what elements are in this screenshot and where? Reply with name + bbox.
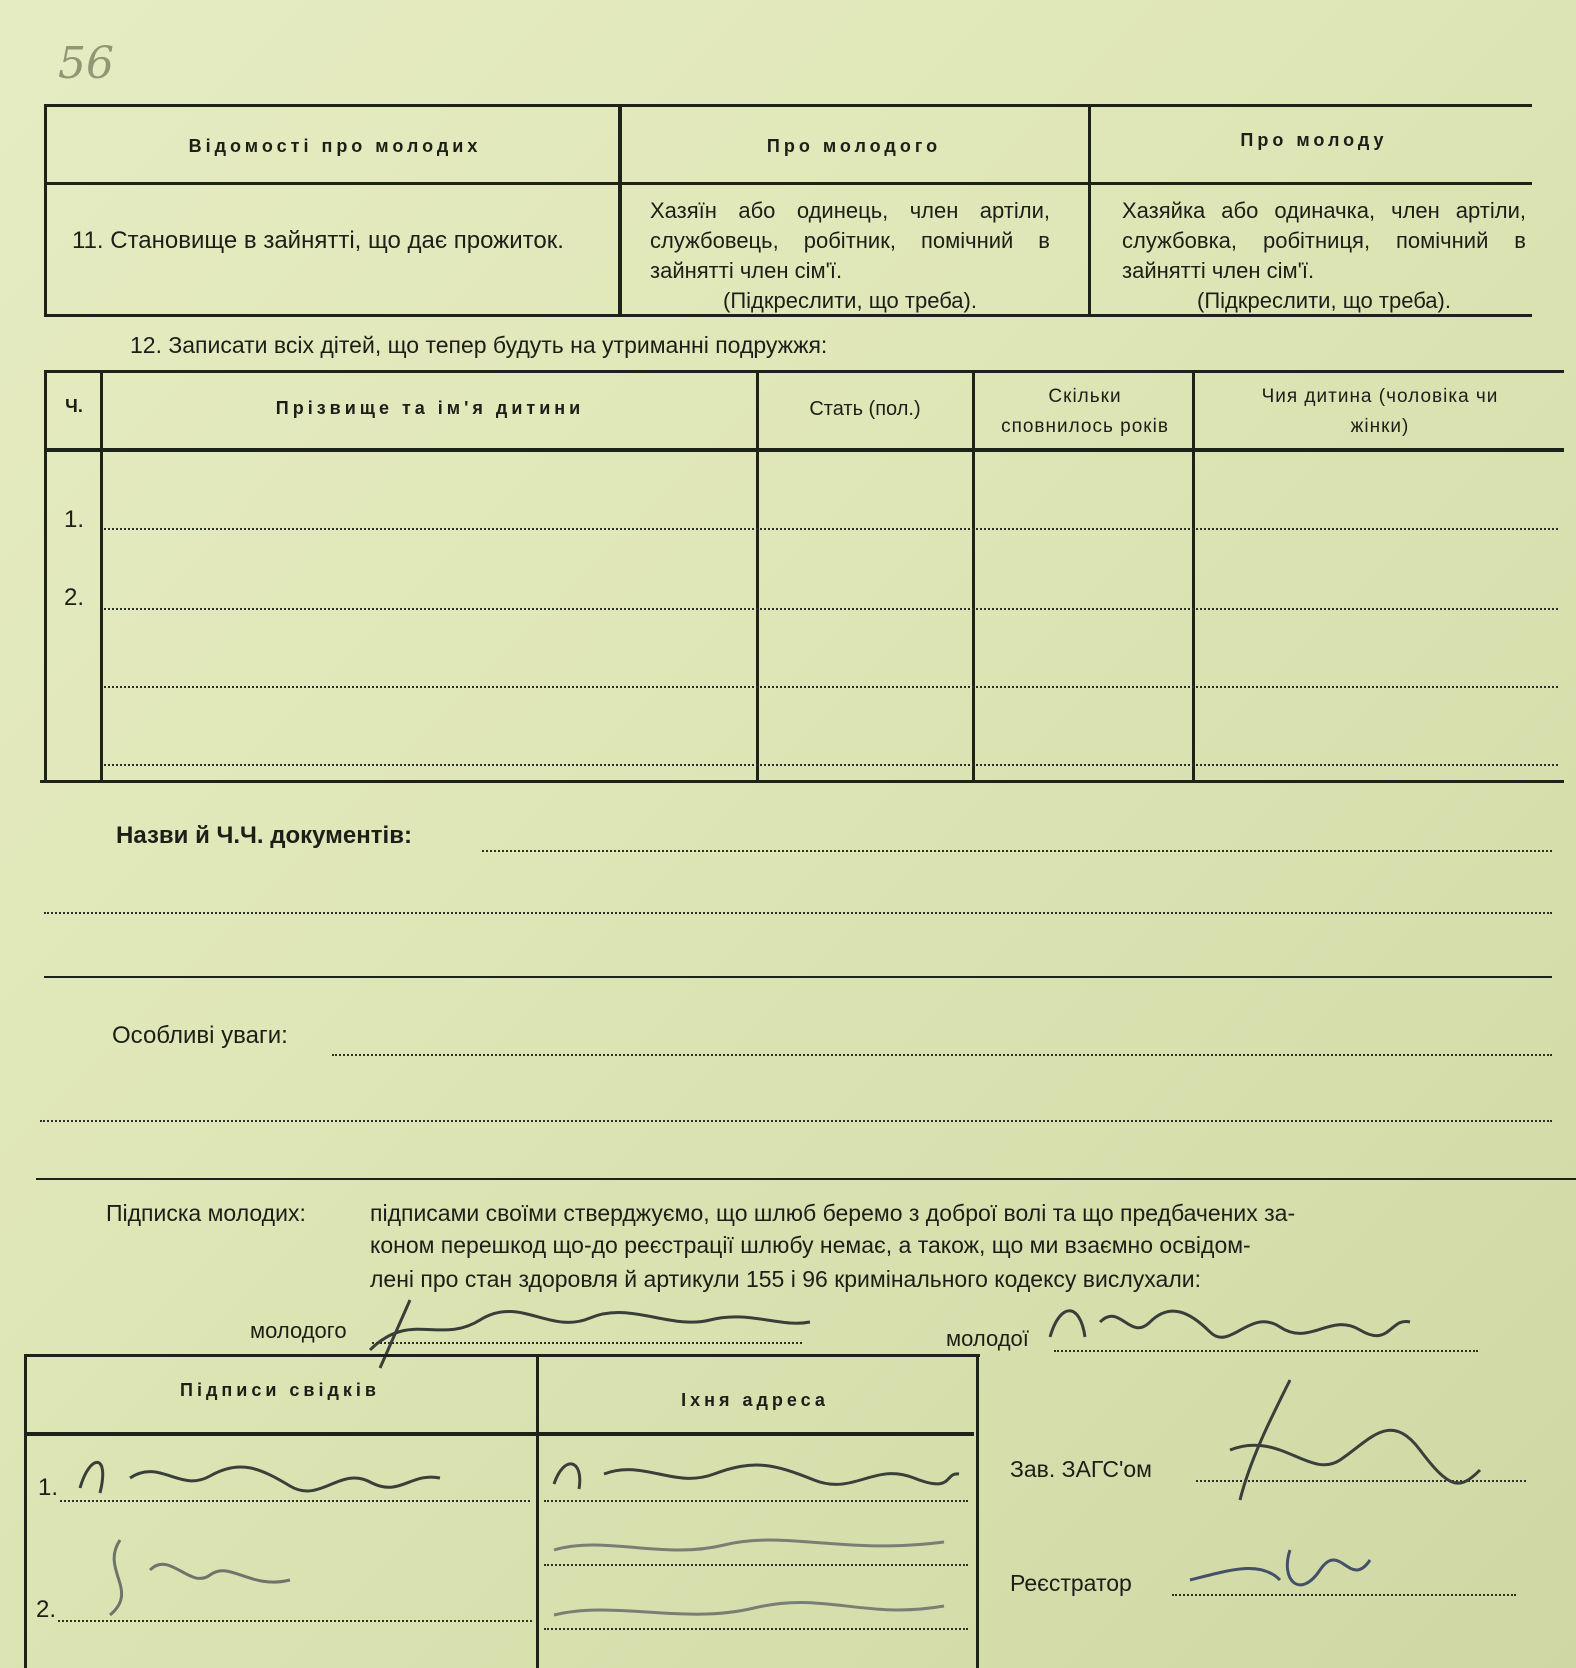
col-age-header: Скільки сповнилось років xyxy=(1001,386,1169,437)
header-info: Відомості про молодих xyxy=(188,136,482,156)
page-number-mark: 56 xyxy=(58,38,114,89)
witness-address-header: Іхня адреса xyxy=(681,1390,829,1410)
registrar-label: Реєстратор xyxy=(1010,1570,1132,1596)
witness-row-1-number: 1. xyxy=(38,1474,59,1501)
witness-2-signature xyxy=(60,1530,320,1620)
pledge-text-1: підписами своїми стверджуємо, що шлюб беремо з доброї волі та що предбачених за- xyxy=(370,1200,1296,1226)
witness-2-address xyxy=(544,1520,964,1640)
groom-signature xyxy=(350,1290,830,1370)
row-11-bride: Хазяйка або одиначка, член артіли, службовка, робітниця, помічний в зайнятті член сім'ї. xyxy=(1122,198,1526,283)
col-name-header: Прізвище та ім'я дитини xyxy=(275,398,585,418)
col-number-header: Ч. xyxy=(65,396,83,416)
children-title: 12. Записати всіх дітей, що тепер будуть на утриманні подружжя: xyxy=(130,332,828,358)
witness-1-address xyxy=(544,1444,964,1504)
col-whose-header: Чия дитина (чоловіка чи жінки) xyxy=(1261,386,1499,437)
registrar-signature xyxy=(1180,1530,1380,1620)
row-11-groom: Хазяїн або одинець, член артіли, службовець, робітник, помічний в зайнятті член сім'ї. xyxy=(650,198,1050,283)
witness-1-signature xyxy=(70,1448,450,1508)
pledge-text-2: коном перешкод що-до реєстрації шлюбу немає, а також, що ми взаємно освідом- xyxy=(370,1232,1251,1258)
row-11-bride-note: (Підкреслити, що треба). xyxy=(1197,288,1451,313)
zags-head-label: Зав. ЗАГС'ом xyxy=(1010,1456,1152,1482)
remarks-line-2[interactable] xyxy=(40,1120,1552,1122)
col-sex-header: Стать (пол.) xyxy=(809,398,921,420)
zags-head-signature xyxy=(1190,1370,1490,1510)
remarks-line-1[interactable] xyxy=(332,1054,1552,1056)
row-11-groom-note: (Підкреслити, що треба). xyxy=(723,288,977,313)
pledge-label: Підписка молодих: xyxy=(106,1200,306,1226)
documents-label: Назви й Ч.Ч. документів: xyxy=(116,822,412,849)
remarks-label: Особливі уваги: xyxy=(112,1022,288,1049)
groom-signature-label: молодого xyxy=(250,1318,347,1343)
bride-signature xyxy=(1040,1292,1420,1352)
witness-row-2-number: 2. xyxy=(36,1596,57,1623)
header-groom: Про молодого xyxy=(766,136,942,156)
documents-line-2[interactable] xyxy=(44,912,1552,914)
witness-signatures-header: Підписи свідків xyxy=(180,1380,380,1400)
documents-line-1[interactable] xyxy=(482,850,1552,852)
header-bride: Про молоду xyxy=(1240,130,1388,150)
child-row-1-number: 1. xyxy=(64,506,85,533)
bride-signature-label: молодої xyxy=(946,1326,1029,1351)
pledge-text-3: лені про стан здоровля й артикули 155 і 96 кримінального кодексу вислухали: xyxy=(370,1266,1201,1292)
child-row-2-number: 2. xyxy=(64,584,85,611)
row-11-label: 11. Становище в зайнятті, що дає прожиток. xyxy=(72,227,564,254)
